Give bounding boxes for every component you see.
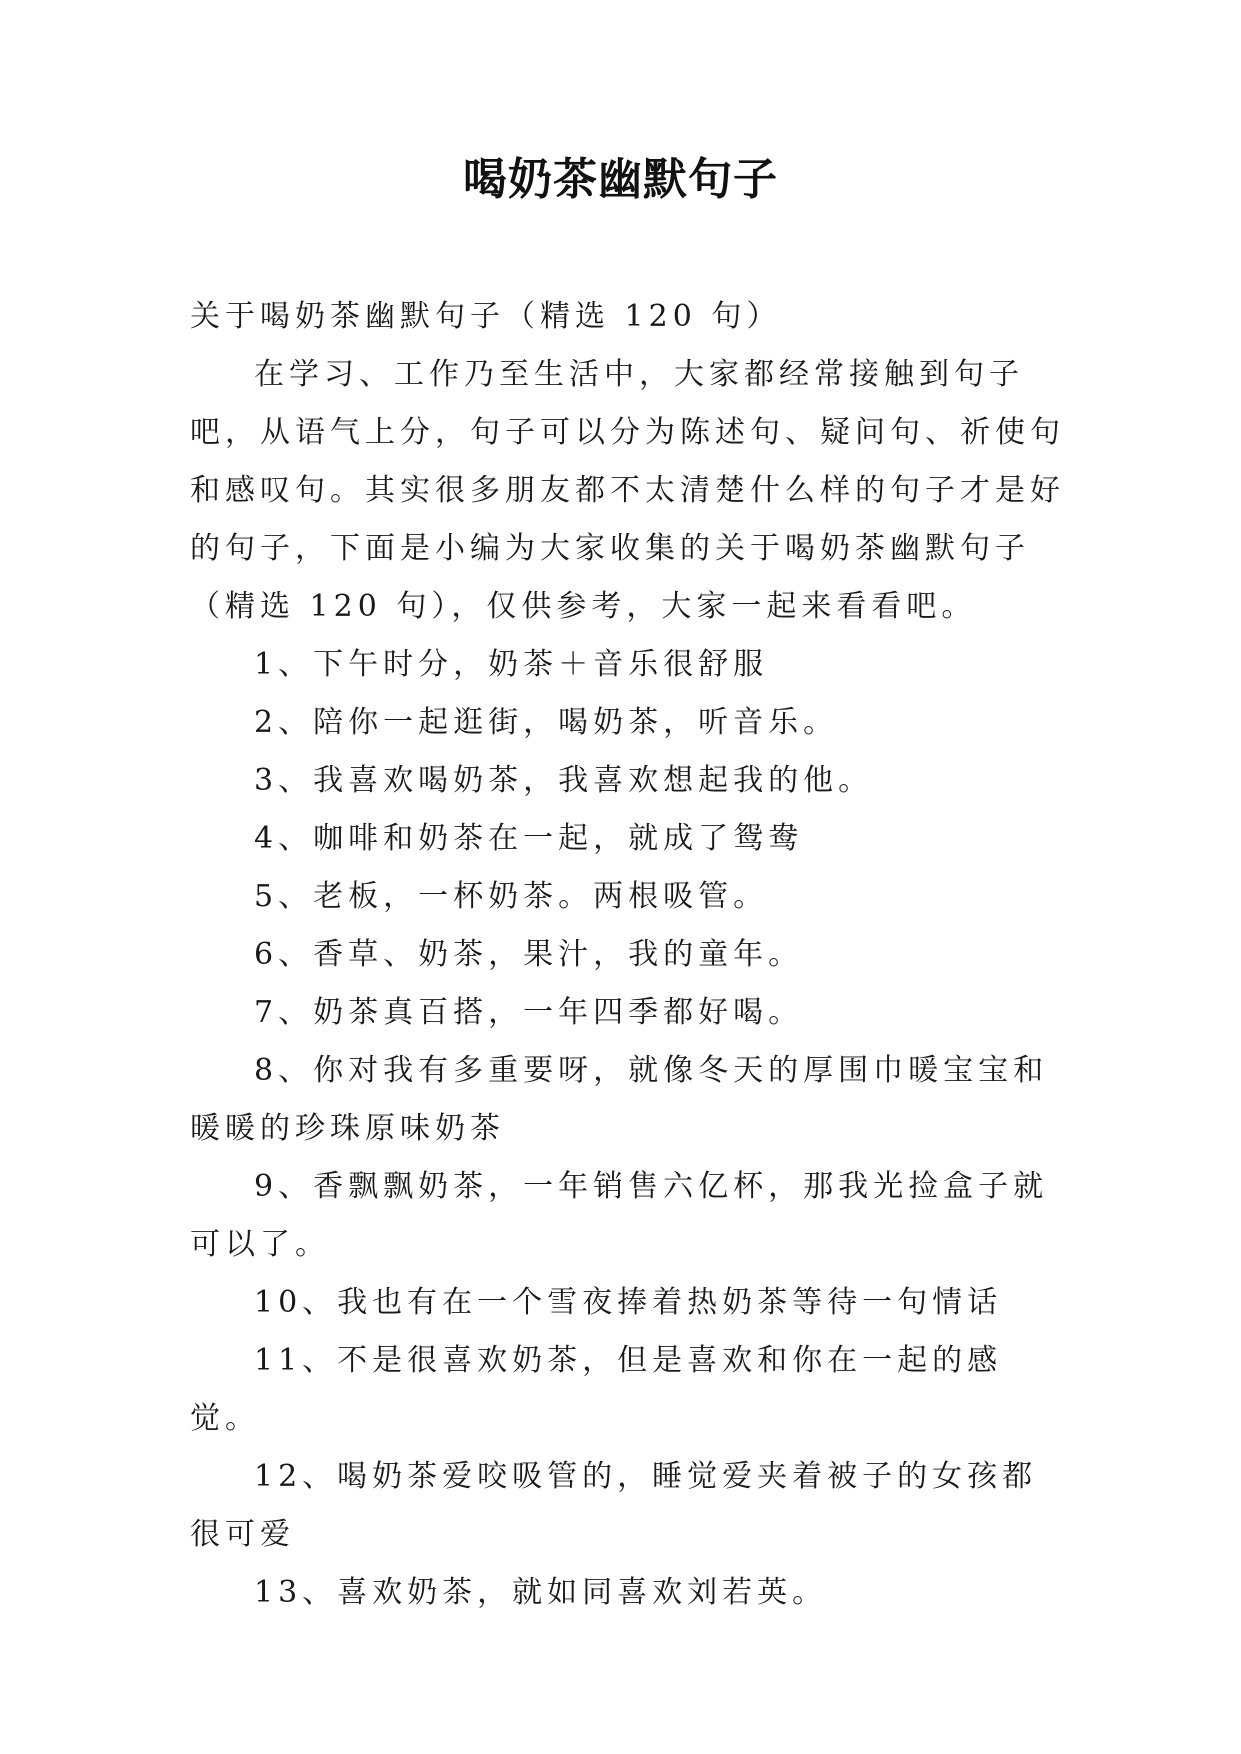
intro-paragraph: 在学习、工作乃至生活中，大家都经常接触到句子吧，从语气上分，句子可以分为陈述句、疑问句、祈使句和感叹句。其实很多朋友都不太清楚什么样的句子才是好的句子，下面是小编为大家收集的关于喝奶茶幽默句子（精选 120 句），仅供参考，大家一起来看看吧。 <box>190 357 1065 624</box>
list-item: 1、下午时分，奶茶＋音乐很舒服 <box>254 647 769 682</box>
list-item: 3、我喜欢喝奶茶，我喜欢想起我的他。 <box>254 763 874 798</box>
list-item: 4、咖啡和奶茶在一起，就成了鸳鸯 <box>254 821 804 856</box>
document-body <box>190 288 1070 1622</box>
document-subtitle: 关于喝奶茶幽默句子（精选 120 句） <box>190 299 782 334</box>
list-item: 7、奶茶真百搭，一年四季都好喝。 <box>254 995 804 1030</box>
list-item: 13、喜欢奶茶，就如同喜欢刘若英。 <box>254 1575 828 1610</box>
list-item: 8、你对我有多重要呀，就像冬天的厚围巾暖宝宝和暖暖的珍珠原味奶茶 <box>190 1053 1049 1146</box>
list-item: 12、喝奶茶爱咬吸管的，睡觉爱夹着被子的女孩都很可爱 <box>190 1459 1038 1552</box>
list-item: 11、不是很喜欢奶茶，但是喜欢和你在一起的感觉。 <box>190 1343 1003 1436</box>
document-title: 喝奶茶幽默句子 <box>463 154 778 205</box>
list-item: 2、陪你一起逛街，喝奶茶，听音乐。 <box>254 705 839 740</box>
list-item: 5、老板，一杯奶茶。两根吸管。 <box>254 879 769 914</box>
list-item: 9、香飘飘奶茶，一年销售六亿杯，那我光捡盒子就可以了。 <box>190 1169 1049 1262</box>
list-item: 6、香草、奶茶，果汁，我的童年。 <box>254 937 804 972</box>
list-item: 10、我也有在一个雪夜捧着热奶茶等待一句情话 <box>254 1285 1003 1320</box>
